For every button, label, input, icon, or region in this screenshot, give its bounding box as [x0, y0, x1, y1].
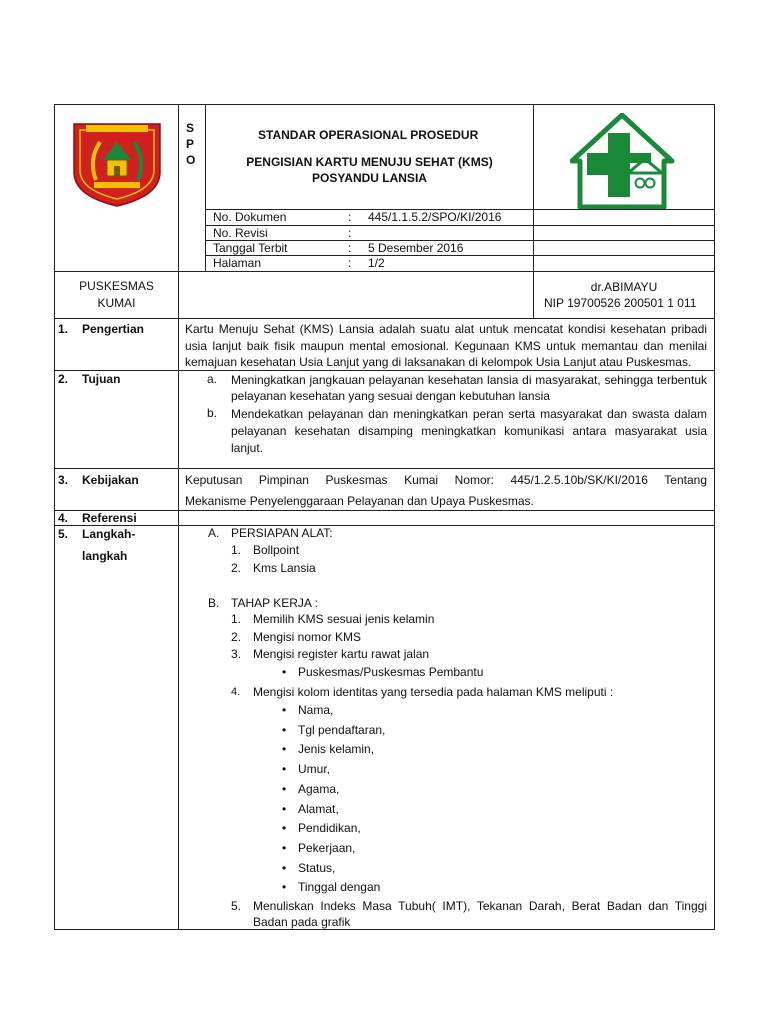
meta-value-halaman: 1/2 — [368, 256, 385, 270]
step-b5-line2: Badan pada grafik — [253, 915, 351, 929]
meta-value-terbit: 5 Desember 2016 — [368, 241, 464, 255]
puskesmas-logo — [570, 113, 675, 209]
bullet-icon: • — [282, 841, 287, 855]
spo-letter-s: S — [186, 121, 195, 135]
bullet-icon: • — [282, 782, 287, 796]
identity-field-item: Jenis kelamin, — [298, 742, 375, 756]
divider — [54, 271, 715, 272]
tujuan-marker-b: b. — [207, 406, 218, 420]
step-b-item-marker: 2. — [231, 630, 242, 644]
step-b3-bullet: Puskesmas/Puskesmas Pembantu — [298, 665, 484, 679]
divider — [54, 525, 715, 526]
table-border-bottom — [54, 929, 715, 930]
step-b4-text: Mengisi kolom identitas yang tersedia pada halaman KMS meliputi : — [253, 685, 614, 699]
step-b-item: Mengisi nomor KMS — [253, 630, 362, 644]
signer-name: dr.ABIMAYU — [590, 280, 658, 294]
signer-nip: NIP 19700526 200501 1 011 — [544, 296, 697, 310]
bullet-icon: • — [282, 802, 287, 816]
identity-field-item: Tgl pendaftaran, — [298, 723, 386, 737]
tujuan-marker-a: a. — [207, 372, 218, 386]
divider — [178, 104, 179, 272]
bullet-icon: • — [282, 861, 287, 875]
divider — [54, 510, 715, 511]
meta-sep: : — [348, 241, 352, 255]
divider — [178, 318, 179, 930]
step-b-title: TAHAP KERJA : — [231, 596, 318, 610]
section-label-pengertian: Pengertian — [82, 322, 145, 336]
spo-letter-o: O — [186, 153, 196, 167]
tujuan-item-a: Meningkatkan jangkauan pelayanan kesehatan lansia di masyarakat, sehingga terbentuk pelayanan kesehatan yang sesuai dengan kebutuhan lansia — [231, 373, 707, 403]
step-b-item-marker: 3. — [231, 647, 242, 661]
tujuan-item-b: Mendekatkan pelayanan dan meningkatkan peran serta masyarakat dan swasta dalam pelayanan kesehatan disamping meningkatkan komunikasi antara masyarakat usia lanjut. — [231, 407, 707, 455]
step-b-item-marker: 1. — [231, 612, 242, 626]
document-title: STANDAR OPERASIONAL PROSEDUR — [258, 128, 479, 142]
bullet-icon: • — [282, 665, 287, 679]
step-b-item-marker: 5. — [231, 899, 242, 913]
identity-field-item: Alamat, — [298, 802, 339, 816]
org-name-line2: KUMAI — [97, 296, 136, 310]
step-a-item: Bollpoint — [253, 543, 300, 557]
bullet-icon: • — [282, 880, 287, 894]
step-a-title: PERSIAPAN ALAT: — [231, 526, 333, 540]
step-b-item-marker: 4. — [231, 686, 241, 698]
meta-label-halaman: Halaman — [213, 256, 262, 270]
regency-logo — [70, 120, 164, 208]
divider — [205, 104, 206, 272]
bullet-icon: • — [282, 762, 287, 776]
meta-label-dokumen: No. Dokumen — [213, 210, 287, 224]
divider — [54, 468, 715, 469]
pengertian-text: Kartu Menuju Sehat (KMS) Lansia adalah suatu alat untuk mencatat kondisi kesehatan pribadi usia lanjut baik fisik maupun mental emosional. Kegunaan KMS untuk memantau dan menilai kemajuan kesehatan Usia Lanjut yang di laksanakan di kelompok Usia Lanjut atau Puskesmas. — [185, 322, 707, 369]
identity-field-item: Pendidikan, — [298, 821, 361, 835]
step-b5-line1: Menuliskan Indeks Masa Tubuh( IMT), Tekanan Darah, Berat Badan dan Tinggi — [253, 899, 707, 913]
meta-sep: : — [348, 256, 352, 270]
section-label-kebijakan: Kebijakan — [82, 473, 139, 487]
step-b-item: Memilih KMS sesuai jenis kelamin — [253, 612, 435, 626]
step-b-item: Mengisi register kartu rawat jalan — [253, 647, 430, 661]
bullet-icon: • — [282, 723, 287, 737]
identity-field-item: Tinggal dengan — [298, 880, 381, 894]
meta-value-dokumen: 445/1.1.5.2/SPO/KI/2016 — [368, 210, 502, 224]
divider — [54, 318, 715, 319]
section-label-tujuan: Tujuan — [82, 372, 121, 386]
identity-field-item: Status, — [298, 861, 336, 875]
step-a-marker: A. — [208, 526, 220, 540]
meta-label-terbit: Tanggal Terbit — [213, 241, 288, 255]
section-number: 3. — [58, 473, 69, 487]
step-b-marker: B. — [208, 596, 220, 610]
org-name-line1: PUSKESMAS — [79, 279, 154, 293]
identity-field-item: Umur, — [298, 762, 331, 776]
section-number: 4. — [58, 511, 69, 525]
table-border-top — [54, 104, 715, 105]
document-subtitle-2: POSYANDU LANSIA — [312, 171, 427, 185]
step-a-item: Kms Lansia — [253, 561, 316, 575]
bullet-icon: • — [282, 821, 287, 835]
identity-field-item: Nama, — [298, 703, 334, 717]
section-label-langkah-2: langkah — [82, 549, 128, 563]
table-border-left — [54, 104, 55, 930]
meta-label-revisi: No. Revisi — [213, 226, 268, 240]
section-label-langkah-1: Langkah- — [82, 527, 136, 541]
section-number: 5. — [58, 527, 69, 541]
step-a-item-marker: 1. — [231, 543, 242, 557]
meta-sep: : — [348, 226, 352, 240]
divider — [178, 271, 179, 318]
divider — [205, 225, 715, 226]
section-label-referensi: Referensi — [82, 511, 137, 525]
kebijakan-line2: Mekanisme Penyelenggaraan Pelayanan dan Upaya Puskesmas. — [185, 494, 534, 508]
meta-sep: : — [348, 210, 352, 224]
identity-field-item: Pekerjaan, — [298, 841, 356, 855]
section-number: 2. — [58, 372, 69, 386]
kebijakan-line1: Keputusan Pimpinan Puskesmas Kumai Nomor: 445/1.2.5.10b/SK/KI/2016 Tentang — [185, 473, 707, 487]
spo-letter-p: P — [186, 137, 195, 151]
bullet-icon: • — [282, 742, 287, 756]
section-number: 1. — [58, 322, 69, 336]
document-subtitle-1: PENGISIAN KARTU MENUJU SEHAT (KMS) — [246, 155, 493, 169]
step-a-item-marker: 2. — [231, 561, 242, 575]
identity-field-item: Agama, — [298, 782, 340, 796]
table-border-right — [714, 104, 715, 930]
bullet-icon: • — [282, 703, 287, 717]
